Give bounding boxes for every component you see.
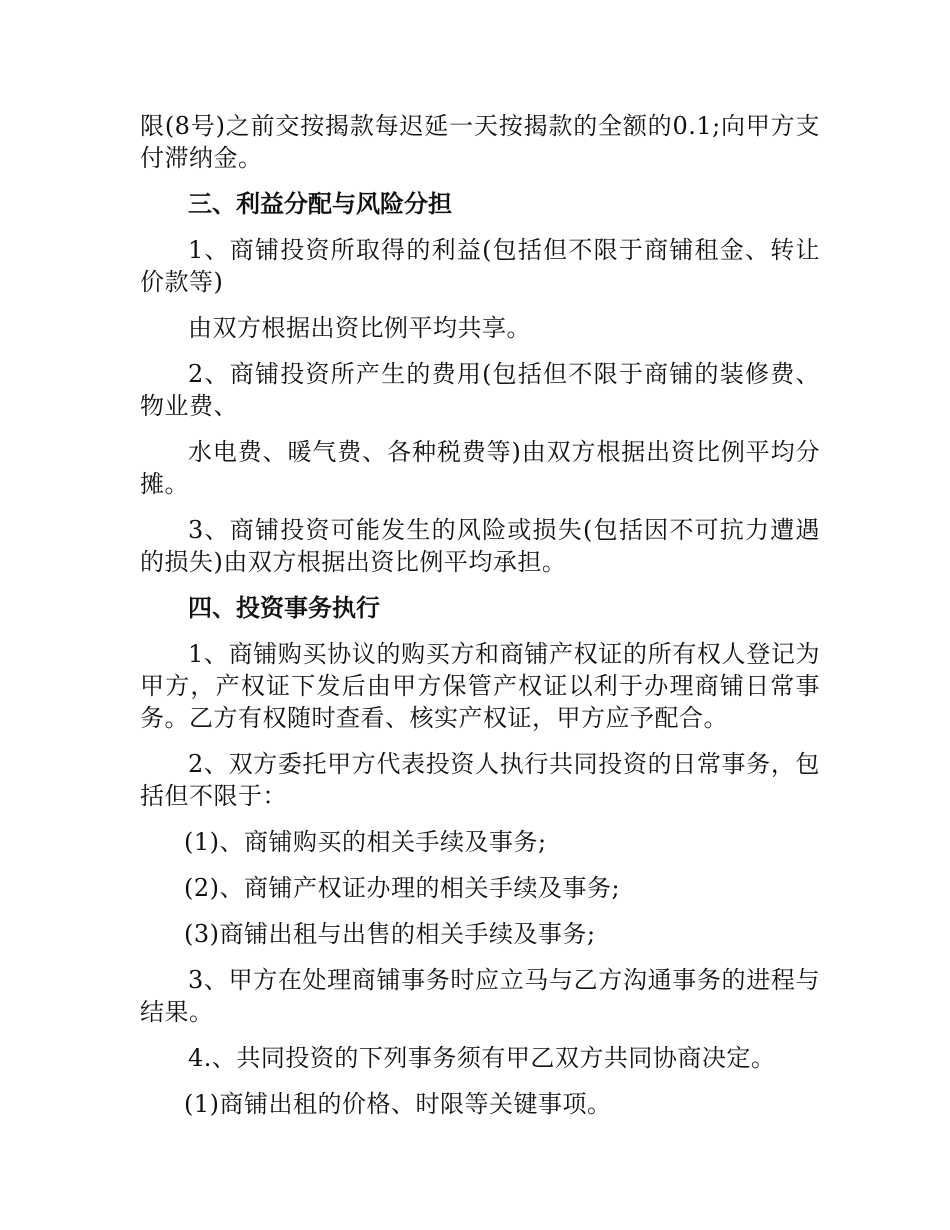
paragraph-late-fee: 限(8号)之前交按揭款每迟延一天按揭款的全额的0.1;向甲方支付滞纳金。: [140, 112, 820, 172]
list-item-certificate: (2)、商铺产权证办理的相关手续及事务;: [184, 874, 621, 902]
paragraph-communication: 3、甲方在处理商铺事务时应立马与乙方沟通事务的进程与结果。: [140, 966, 820, 1026]
paragraph-joint-decision: 4.、共同投资的下列事务须有甲乙双方共同协商决定。: [188, 1044, 776, 1072]
paragraph-ownership: 1、商铺购买协议的购买方和商铺产权证的所有权人登记为甲方，产权证下发后由甲方保管产权证以利于办理商铺日常事务。乙方有权随时查看、核实产权证，甲方应予配合。: [140, 640, 820, 732]
paragraph-delegation: 2、双方委托甲方代表投资人执行共同投资的日常事务，包括但不限于：: [140, 750, 820, 810]
paragraph-costs: 2、商铺投资所产生的费用(包括但不限于商铺的装修费、物业费、: [140, 360, 820, 420]
paragraph-costs-continued: 水电费、暖气费、各种税费等)由双方根据出资比例平均分摊。: [140, 438, 820, 498]
paragraph-risk: 3、商铺投资可能发生的风险或损失(包括因不可抗力遭遇的损失)由双方根据出资比例平均承担。: [140, 516, 820, 576]
section-heading-execution: 四、投资事务执行: [188, 594, 380, 622]
list-item-purchase: (1)、商铺购买的相关手续及事务;: [184, 828, 547, 856]
document-body: [140, 110, 820, 1134]
list-item-rent-sale: (3)商铺出租与出售的相关手续及事务;: [184, 920, 596, 948]
section-heading-profit-risk: 三、利益分配与风险分担: [188, 190, 452, 218]
paragraph-profit-sharing: 1、商铺投资所取得的利益(包括但不限于商铺租金、转让价款等): [140, 236, 820, 296]
paragraph-profit-shared: 由双方根据出资比例平均共享。: [188, 314, 531, 342]
list-item-rent-terms: (1)商铺出租的价格、时限等关键事项。: [184, 1090, 612, 1118]
